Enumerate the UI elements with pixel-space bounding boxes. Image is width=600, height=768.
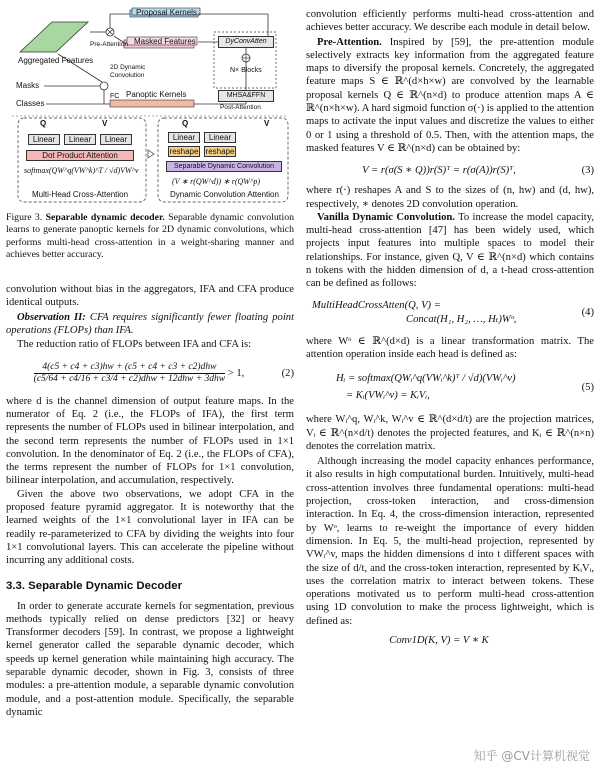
pre-attention-text: Inspired by [59], the pre-attention module selectively extracts key information from the aggregated feature maps to diversify the proposal kernels. Concretely, the aggregated feature maps S ∈ ℝ^(d×h×w) are convolved by the learnable proposal kernels Q ∈ ℝ^(n×d) to produce attention maps A ∈ ℝ^(n×h×w). A hard sigmoid function σ(·) is applied to the attention maps to activate the input values and discretize the values to either 0 or 1 using a threshold of 0.5. Then, with the attention maps, the masked features V ∈ ℝ^(n×d) can be obtained by:: [306, 36, 594, 154]
eq4-line-1: MultiHeadCrossAtten(Q, V) =: [312, 300, 441, 312]
reshape-box-2: reshape: [205, 147, 235, 156]
paragraph-continuation: convolution efficiently performs multi-head cross-attention and achieves better accuracy. We describe each module in detail below.: [306, 9, 594, 34]
dyconvatten-box: DyConvAtten: [218, 36, 274, 48]
linear-box-4: Linear: [168, 132, 200, 143]
q-label-right: Q: [182, 119, 189, 128]
paragraph-computational-burden: Although increasing the model capacity enhances performance, it also results in high computational burden. Intuitively, multi-head cross-attention involves three fundamental operations: multi-head projection, cross-token interaction, and cross-dimension interaction. In Eq. 4, the cross-dimension interaction, represented by Wᵒ, learns to re-weight the importance of every hidden dimension. In Eq. 5, the multi-head projection, represented by VWᵢ^v, maps the hidden dimensions d into t different spaces with the size of d/t, and the cross-token interaction, represented by KᵢVᵢ, uses the correlation matrix to interact between tokens. These operations motivated us to perform multi-head cross-attention using 1D convolution to make the process lightweight, which is defined as:: [306, 456, 594, 627]
eq5-body: [306, 372, 572, 403]
post-attention-label: Post-Attention: [220, 104, 261, 111]
paragraph-flops-explanation: where d is the channel dimension of output feature maps. In the numerator of Eq. 2 (i.e., the FLOPs of IFA), the first term represents the number of FLOPs used in bilinear interpolation, and the second term represents the number of FLOPs used in 1×1 convolution. In the denominator of Eq. 2 (i.e., the FLOPs of CFA), the terms represent the number of FLOPs for 1×1 convolution, bilinear interpolation, and accumulation, respectively.: [6, 395, 294, 487]
linear-box-3: Linear: [100, 134, 132, 145]
softmax-formula: softmax(QW^q(VW^k)^T / √d)VW^v: [24, 166, 139, 175]
dot-product-attention-box: Dot Product Attention: [26, 150, 134, 161]
v-label-right: V: [264, 119, 270, 128]
section-heading: 3.3. Separable Dynamic Decoder: [6, 579, 183, 592]
panoptic-kernels-bar: [110, 100, 194, 107]
eq4-tag: (4): [581, 306, 594, 318]
panoptic-kernels-label: Panoptic Kernels: [126, 90, 187, 99]
reshape-box-1: reshape: [169, 147, 199, 156]
equation-2-body: [6, 362, 272, 385]
figure-3: [6, 0, 294, 206]
watermark: 知乎 @CV计算机视觉: [473, 749, 590, 763]
caption-label: Figure 3.: [6, 212, 43, 223]
caption-text: Separable dynamic convolution learns to generate panoptic kernels for 2D dynamic convolutions, which performs multi-head cross-attention in a weight-sharing manner and achieves better accuracy.: [6, 212, 295, 260]
paragraph-pre-attention: [306, 36, 594, 156]
aggregated-features-shape: [20, 22, 88, 52]
eq2-numerator: 4(c5 + c4 + c3)hw + (c5 + c4 + c3 + c2)dhw: [34, 362, 225, 374]
v-label-left: V: [102, 119, 108, 128]
aggregated-features-label: Aggregated Features: [18, 56, 94, 65]
linear-box-2: Linear: [64, 134, 96, 145]
dca-title: Dynamic Convolution Attention: [170, 190, 279, 199]
paragraph-projection-matrices: where Wᵢ^q, Wᵢ^k, Wᵢ^v ∈ ℝ^(d×d/t) are the projection matrices, Vᵢ ∈ ℝ^(n×d/t) denotes the projected features, and Kᵢ ∈ ℝ^(n×n) denotes the correlation matrix.: [306, 414, 594, 452]
mhsa-ffn-box: MHSA&FFN: [218, 90, 274, 102]
eq3-body: V = r(σ(S ∗ Q))r(S)ᵀ = r(σ(A))r(S)ᵀ,: [362, 164, 516, 176]
2d-dynamic-conv-label: 2D Dynamic Convolution: [110, 64, 146, 79]
equation-6: [306, 633, 594, 649]
classes-label: Classes: [16, 99, 45, 108]
masked-features-label: Masked Features: [134, 37, 196, 46]
paragraph-reshape: where r(·) reshapes A and S to the sizes of (n, hw) and (d, hw), respectively, ∗ denotes 2D convolution operation.: [306, 185, 594, 210]
proposal-kernels-label: Proposal Kernels: [136, 8, 197, 17]
eq4-body: [306, 299, 572, 326]
eq2-relation: > 1,: [227, 368, 245, 380]
equation-2: [6, 357, 294, 391]
q-label-left: Q: [40, 119, 47, 128]
conv-node: [100, 82, 108, 90]
linear-box-1: Linear: [28, 134, 60, 145]
observation-2: [6, 311, 294, 338]
eq6-body: Conv1D(K, V) = V ∗ K: [389, 635, 489, 647]
eq5-line-2: = Kᵢ(VWᵢ^v) = KᵢVᵢ,: [346, 390, 430, 402]
paragraph-vanilla-dynamic-conv: [306, 211, 594, 291]
n-blocks-label: N× Blocks: [230, 67, 262, 74]
paragraph-identical-outputs: convolution without bias in the aggregators, IFA and CFA produce identical outputs.: [6, 284, 294, 309]
eq2-tag: (2): [281, 368, 294, 380]
observation-label: Observation II:: [17, 311, 86, 323]
vanilla-dc-heading: Vanilla Dynamic Convolution.: [317, 211, 455, 223]
observation-text: CFA requires significantly fewer floating point operations (FLOPs) than IFA.: [6, 311, 295, 337]
eq5-tag: (5): [581, 381, 594, 393]
caption-title: Separable dynamic decoder.: [45, 212, 165, 223]
eq2-denominator: (c5/64 + c4/16 + c3/4 + c2)dhw + 12dhw + 3dhw: [33, 374, 226, 385]
paragraph-reduction-ratio: The reduction ratio of FLOPs between IFA and CFA is:: [17, 339, 252, 351]
linear-box-5: Linear: [204, 132, 236, 143]
fc-label: FC: [110, 93, 120, 100]
paragraph-cfa-adoption: Given the above two observations, we adopt CFA in the proposed feature pyramid aggregator. It is noteworthy that the learned weights of the 1×1 convolutional layer in IFA can be readily re-parameterized to CFA by dividing the weights into four 1×1 convolutional layers. This can accelerate the pipeline without incurring any additional costs.: [6, 488, 294, 567]
pre-attention-heading: Pre-Attention.: [317, 36, 382, 48]
paragraph-decoder-intro: In order to generate accurate kernels for segmentation, previous methods typically relied on dense predictors [32] or heavy Transformer decoders [59]. In contrast, we propose a lightweight kernel generator called the separable dynamic decoder, which speeds up kernel generation while maintaining high accuracy. The separable dynamic decoder, shown in Fig. 3, consists of three modules: a pre-attention module, a separable dynamic convolution module, and a post-attention module. Specifically, the separable dynamic: [6, 600, 294, 718]
paragraph-linear-transform: where Wᵒ ∈ ℝ^(d×d) is a linear transformation matrix. The attention operation inside each head is defined as:: [306, 335, 594, 360]
right-column: [306, 0, 594, 649]
masks-label: Masks: [16, 81, 40, 90]
mhca-title: Multi-Head Cross-Attention: [32, 190, 129, 199]
vanilla-dc-text: To increase the model capacity, multi-head cross-attention [47] has been widely used, which projects input features into multiple spaces to model their relationships. For instance, given Q, V ∈ ℝ^(n×d) which contains n tokens with the hidden dimension of d, a t-head cross-attention can be defined as follows:: [306, 211, 594, 290]
equation-3: [306, 161, 594, 179]
eq4-line-2: Concat(H₁, H₂, …, Hₜ)Wᵒ,: [406, 313, 517, 325]
equation-4: [306, 297, 594, 329]
eq5-line-1: Hᵢ = softmax(QWᵢ^q(VWᵢ^k)ᵀ / √d)(VWᵢ^v): [336, 372, 516, 384]
pre-attention-label: Pre-Attention: [90, 41, 128, 48]
conv-formula: (V ∗ r(QW^d)) ∗ r(QW^p): [172, 177, 260, 186]
eq3-tag: (3): [581, 164, 594, 176]
equation-5: [306, 367, 594, 407]
left-column: [6, 0, 294, 719]
figure-caption: [6, 212, 294, 261]
separable-dynamic-conv-box: Separable Dynamic Convolution: [166, 161, 282, 172]
